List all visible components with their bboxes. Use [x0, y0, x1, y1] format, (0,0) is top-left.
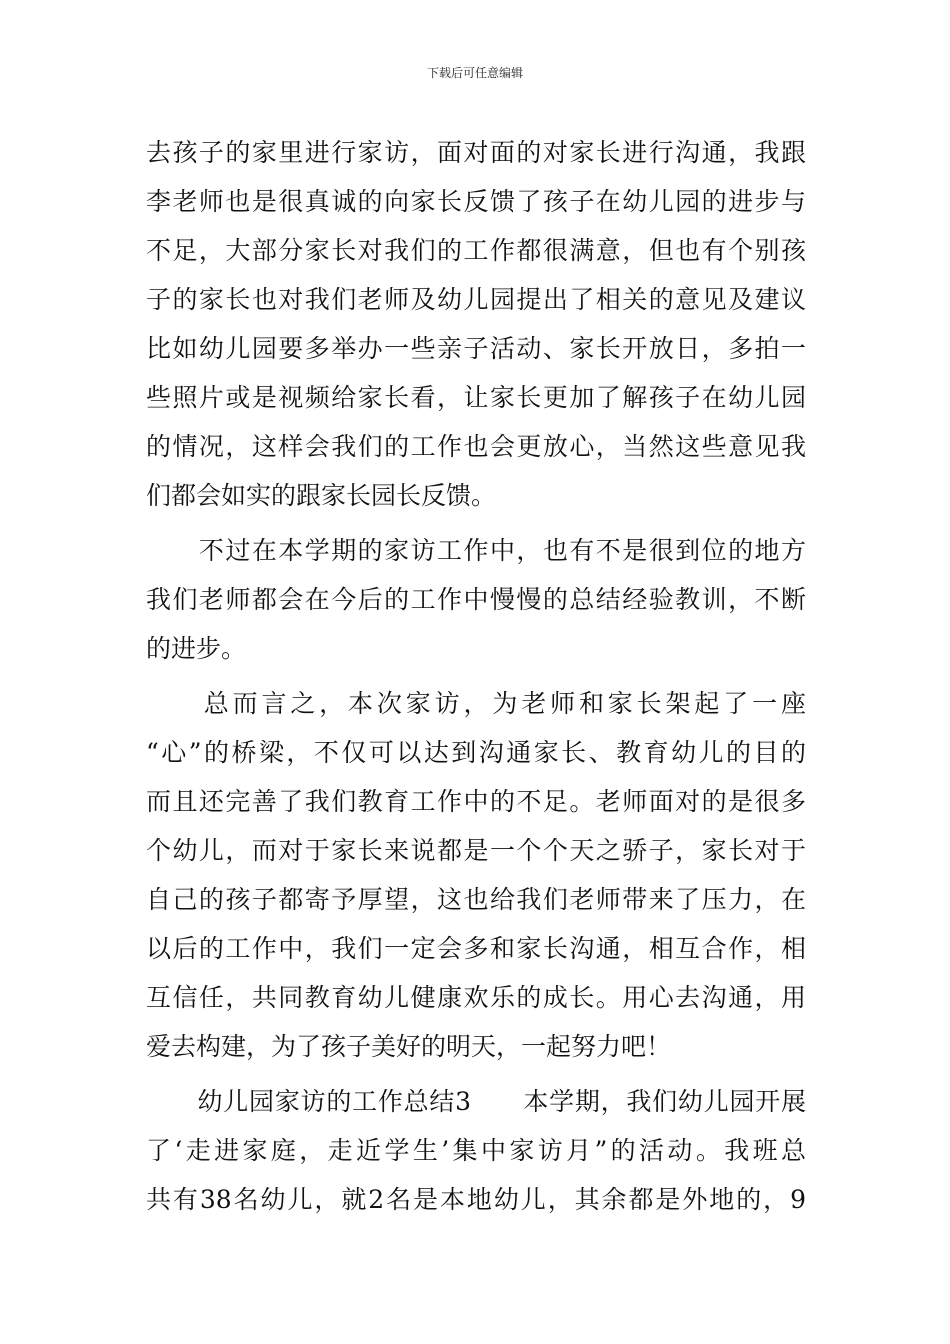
- text-line: 子的家长也对我们老师及幼儿园提出了相关的意见及建议: [146, 285, 806, 314]
- text-line: 自己的孩子都寄予厚望，这也给我们老师带来了压力，在: [146, 885, 806, 914]
- text-line: 了‘走进家庭，走近学生’集中家访月”的活动。我班总: [146, 1136, 806, 1165]
- page-header: 下载后可任意编辑: [426, 66, 523, 80]
- text-line: 互信任，共同教育幼儿健康欢乐的成长。用心去沟通，用: [146, 983, 806, 1012]
- text-line: 的情况，这样会我们的工作也会更放心，当然这些意见我: [146, 432, 806, 461]
- text-line: 幼儿园家访的工作总结3 本学期，我们幼儿园开展: [146, 1087, 806, 1116]
- text-line: 些照片或是视频给家长看，让家长更加了解孩子在幼儿园: [146, 383, 806, 412]
- text-line: 我们老师都会在今后的工作中慢慢的总结经验教训，不断: [146, 585, 806, 614]
- text-line: 不过在本学期的家访工作中，也有不是很到位的地方: [146, 536, 806, 565]
- text-line: 比如幼儿园要多举办一些亲子活动、家长开放日，多拍一: [146, 334, 806, 363]
- text-line: 不足，大部分家长对我们的工作都很满意，但也有个别孩: [146, 236, 806, 265]
- text-line: 共有38名幼儿，就2名是本地幼儿，其余都是外地的，9: [146, 1185, 806, 1214]
- text-line: 爱去构建，为了孩子美好的明天，一起努力吧！: [146, 1032, 672, 1061]
- text-line: 以后的工作中，我们一定会多和家长沟通，相互合作，相: [146, 934, 806, 963]
- text-line: 的进步。: [146, 634, 247, 663]
- text-line: 们都会如实的跟家长园长反馈。: [146, 481, 497, 510]
- text-line: 个幼儿，而对于家长来说都是一个个天之骄子，家长对于: [146, 836, 806, 865]
- text-line: 而且还完善了我们教育工作中的不足。老师面对的是很多: [146, 787, 806, 816]
- text-line: “心”的桥梁，不仅可以达到沟通家长、教育幼儿的目的: [146, 738, 806, 767]
- text-line: 总而言之，本次家访，为老师和家长架起了一座: [146, 689, 806, 718]
- text-line: 李老师也是很真诚的向家长反馈了孩子在幼儿园的进步与: [146, 187, 806, 216]
- text-line: 去孩子的家里进行家访，面对面的对家长进行沟通，我跟: [146, 138, 806, 167]
